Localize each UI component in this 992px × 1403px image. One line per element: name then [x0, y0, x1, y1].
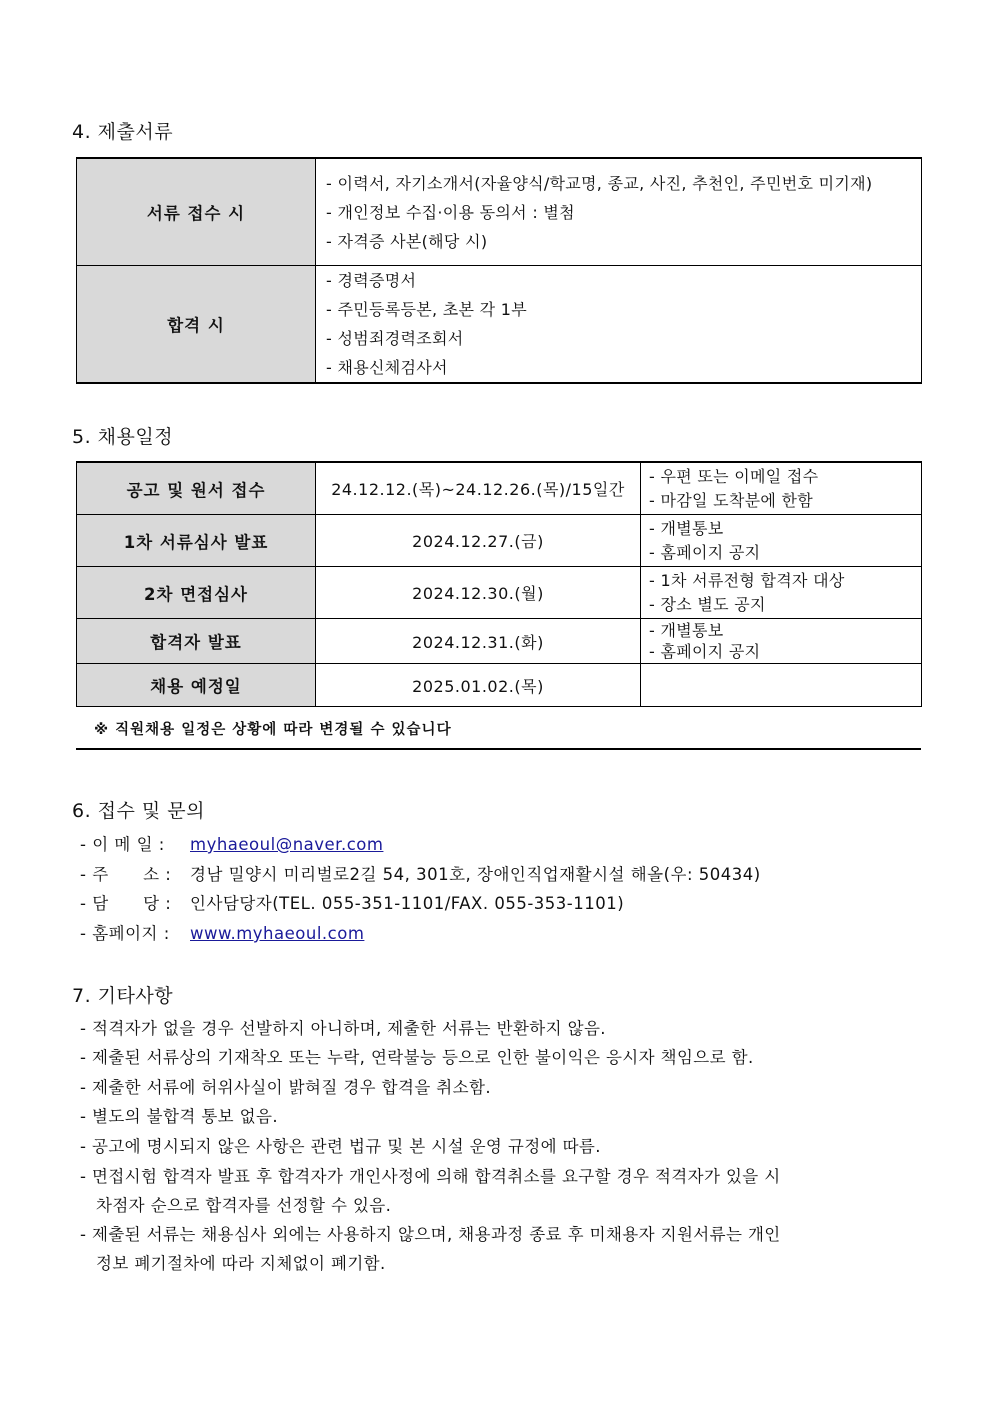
row-items — [316, 266, 922, 384]
list-item: - 자격증 사본(해당 시) — [326, 231, 488, 251]
address-label: - 주 소 : — [80, 865, 172, 884]
stage-notes — [641, 619, 922, 664]
table-row — [77, 462, 922, 515]
stage-label: 공고 및 원서 접수 — [77, 462, 316, 515]
section5-title: 5. 채용일정 — [72, 426, 174, 448]
stage-notes — [641, 462, 922, 515]
homepage-link[interactable]: www.myhaeoul.com — [190, 924, 365, 943]
list-item-line: 정보 폐기절차에 따라 지체없이 폐기함. — [96, 1254, 386, 1273]
schedule-note — [76, 707, 921, 750]
list-item: - 주민등록등본, 초본 각 1부 — [326, 300, 528, 319]
list-item-line: - 면접시험 합격자 발표 후 합격자가 개인사정에 의해 합격취소를 요구할 경우 적격자가 있을 시 — [80, 1167, 781, 1186]
stage-label: 채용 예정일 — [77, 664, 316, 707]
list-item-line: 차점자 순으로 합격자를 선정할 수 있음. — [96, 1196, 392, 1215]
table-row — [77, 567, 922, 619]
note-item: - 홈페이지 공지 — [649, 542, 761, 562]
section6-title: 6. 접수 및 문의 — [72, 800, 206, 822]
stage-label: 2차 면접심사 — [77, 567, 316, 619]
schedule-note-text: ※ 직원채용 일정은 상황에 따라 변경될 수 있습니다 — [94, 722, 452, 738]
note-item: - 개별통보 — [649, 621, 724, 640]
note-item: - 1차 서류전형 합격자 대상 — [649, 570, 845, 590]
note-item: - 홈페이지 공지 — [649, 642, 761, 661]
list-item-line: - 제출된 서류는 채용심사 외에는 사용하지 않으며, 채용과정 종료 후 미채용자 지원서류는 개인 — [80, 1225, 781, 1244]
row-label: 서류 접수 시 — [77, 158, 316, 266]
address-value: 경남 밀양시 미리벌로2길 54, 301호, 장애인직업재활시설 해올(우: 50434) — [190, 865, 761, 884]
section4-title: 4. 제출서류 — [72, 121, 174, 143]
note-item: - 장소 별도 공지 — [649, 594, 766, 614]
list-item: - 채용신체검사서 — [326, 358, 448, 377]
list-item: - 경력증명서 — [326, 271, 417, 290]
contact-label: - 담 당 : — [80, 894, 172, 913]
note-item: - 개별통보 — [649, 518, 724, 538]
row-label: 합격 시 — [77, 266, 316, 384]
email-label: - 이 메 일 : — [80, 835, 165, 854]
table-row — [77, 515, 922, 567]
schedule-table — [76, 461, 922, 707]
list-item: - 적격자가 없을 경우 선발하지 아니하며, 제출한 서류는 반환하지 않음. — [80, 1019, 606, 1038]
table-row — [77, 266, 922, 384]
stage-date: 2024.12.31.(화) — [316, 619, 641, 664]
list-item: - 개인정보 수집·이용 동의서 : 별첨 — [326, 202, 575, 222]
homepage-label: - 홈페이지 : — [80, 924, 170, 943]
contact-value: 인사담당자(TEL. 055-351-1101/FAX. 055-353-1101) — [190, 894, 625, 913]
contact-address-row — [80, 861, 761, 885]
table-row — [77, 158, 922, 266]
note-item: - 우편 또는 이메일 접수 — [649, 466, 819, 486]
stage-notes — [641, 515, 922, 567]
stage-notes — [641, 567, 922, 619]
table-row — [77, 664, 922, 707]
list-item: - 제출한 서류에 허위사실이 밝혀질 경우 합격을 취소함. — [80, 1078, 491, 1097]
section7-title: 7. 기타사항 — [72, 985, 174, 1007]
list-item: - 공고에 명시되지 않은 사항은 관련 법규 및 본 시설 운영 규정에 따름. — [80, 1137, 601, 1156]
row-items — [316, 158, 922, 266]
stage-date: 2025.01.02.(목) — [316, 664, 641, 707]
stage-label: 1차 서류심사 발표 — [77, 515, 316, 567]
table-row — [77, 619, 922, 664]
stage-date: 2024.12.27.(금) — [316, 515, 641, 567]
contact-person-row — [80, 890, 624, 914]
stage-notes — [641, 664, 922, 707]
stage-date: 2024.12.30.(월) — [316, 567, 641, 619]
contact-homepage-row — [80, 920, 364, 944]
stage-label: 합격자 발표 — [77, 619, 316, 664]
note-item: - 마감일 도착분에 한함 — [649, 490, 814, 510]
list-item-multiline — [80, 1220, 781, 1278]
list-item-multiline — [80, 1162, 781, 1220]
documents-table — [76, 157, 922, 384]
contact-email-row — [80, 831, 383, 855]
stage-date: 24.12.12.(목)~24.12.26.(목)/15일간 — [316, 462, 641, 515]
list-item: - 이력서, 자기소개서(자율양식/학교명, 종교, 사진, 추천인, 주민번호 미기재) — [326, 173, 873, 193]
list-item: - 제출된 서류상의 기재착오 또는 누락, 연락불능 등으로 인한 불이익은 응시자 책임으로 함. — [80, 1048, 754, 1067]
email-link[interactable]: myhaeoul@naver.com — [190, 835, 384, 854]
list-item: - 별도의 불합격 통보 없음. — [80, 1107, 278, 1126]
list-item: - 성범죄경력조회서 — [326, 329, 464, 348]
